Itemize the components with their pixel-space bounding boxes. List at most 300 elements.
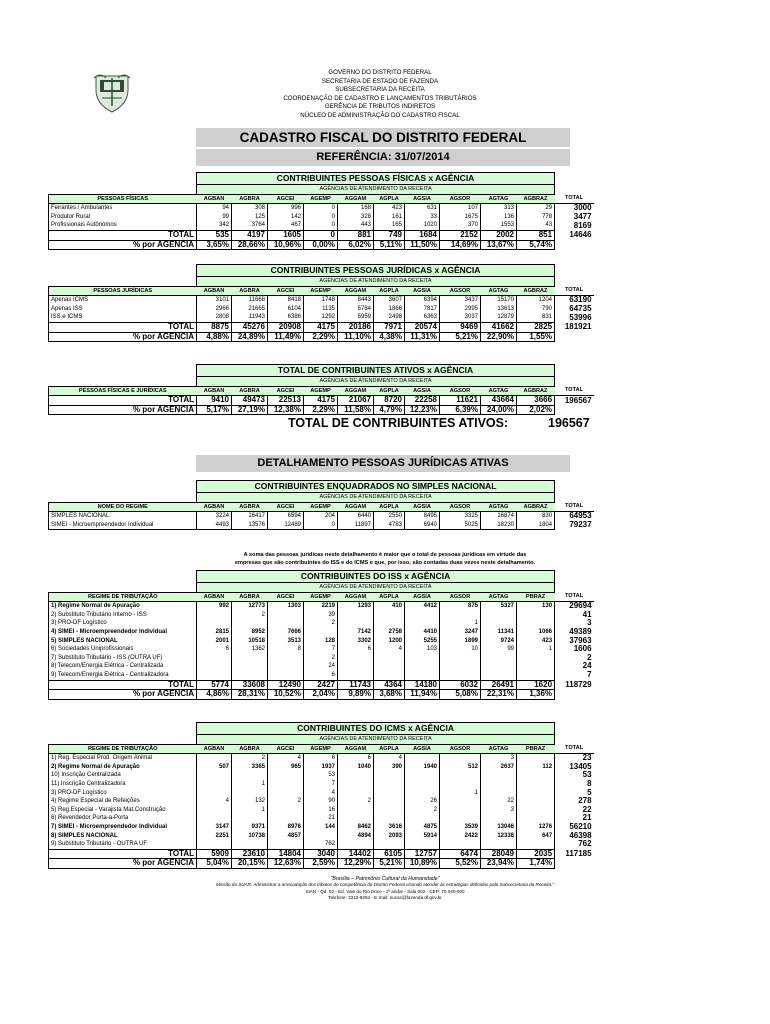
header-line: SUBSECRETARIA DA RECEITA xyxy=(335,86,425,94)
total-cell: 851 xyxy=(517,230,555,240)
percent-label: % por AGÊNCIA xyxy=(49,332,197,342)
column-header: AGTAG xyxy=(481,592,517,602)
table-cell xyxy=(338,654,374,663)
table-cell xyxy=(232,671,268,680)
simples-table xyxy=(48,480,594,530)
column-header: AGEMP xyxy=(304,744,338,754)
table-row xyxy=(49,797,594,806)
percent-cell: 5,74% xyxy=(517,240,555,250)
table-cell: 2219 xyxy=(304,602,338,611)
pf-table xyxy=(48,172,594,250)
table-row xyxy=(49,637,594,646)
agencies-row xyxy=(49,735,594,745)
table-cell xyxy=(440,754,481,763)
percent-cell: 5,17% xyxy=(197,405,232,415)
table-cell xyxy=(374,789,405,798)
table-cell: 2550 xyxy=(374,512,405,521)
row-total: 8169 xyxy=(573,221,592,230)
table-cell xyxy=(338,771,374,780)
percent-cell: 22,31% xyxy=(481,690,517,700)
table-cell xyxy=(481,840,517,849)
table-cell: 1748 xyxy=(304,296,338,305)
total-cell: 33608 xyxy=(232,680,268,690)
column-header: AGSIA xyxy=(405,502,440,512)
row-header: REGIME DE TRIBUTAÇÃO xyxy=(49,592,197,602)
percent-cell: 22,90% xyxy=(481,332,517,342)
table-cell: 2 xyxy=(232,611,268,620)
table-row xyxy=(49,789,594,798)
percent-cell: 24,00% xyxy=(481,405,517,415)
table-cell: 1 xyxy=(517,645,555,654)
table-cell xyxy=(481,780,517,789)
section-title-row xyxy=(49,723,594,735)
agencies-label: AGÊNCIAS DE ATENDIMENTO DA RECEITA xyxy=(197,185,555,195)
table-cell xyxy=(232,789,268,798)
table-cell xyxy=(481,789,517,798)
table-cell xyxy=(338,611,374,620)
percent-cell: 11,49% xyxy=(268,332,304,342)
table-row xyxy=(49,611,594,620)
total-cell: 3040 xyxy=(304,849,338,859)
percent-cell: 0,00% xyxy=(304,240,338,250)
table-cell: 1899 xyxy=(440,637,481,646)
table-cell: 410 xyxy=(374,602,405,611)
percent-row xyxy=(49,405,594,415)
table-cell: 90 xyxy=(304,797,338,806)
percent-cell: 28,31% xyxy=(232,690,268,700)
table-cell: 7142 xyxy=(338,628,374,637)
iss-table xyxy=(48,570,594,700)
table-cell: 4875 xyxy=(405,823,440,832)
total-cell: 2825 xyxy=(517,322,555,332)
percent-row xyxy=(49,240,594,250)
total-row xyxy=(49,230,594,240)
table-cell: 144 xyxy=(304,823,338,832)
table-cell: 2001 xyxy=(197,637,232,646)
row-label: 6) Sociedades Uniprofissionais xyxy=(49,645,197,654)
table-cell xyxy=(197,806,232,815)
table-cell xyxy=(197,619,232,628)
table-cell: 3325 xyxy=(440,512,481,521)
table-cell: 12338 xyxy=(481,832,517,841)
table-cell: 13613 xyxy=(481,305,517,314)
total-cell: 7971 xyxy=(374,322,405,332)
column-header-row xyxy=(49,286,594,296)
table-cell: 4 xyxy=(374,754,405,763)
total-cell: 20574 xyxy=(405,322,440,332)
table-cell: 4412 xyxy=(405,602,440,611)
column-header-total: TOTAL xyxy=(555,502,594,512)
column-header: AGTAG xyxy=(481,502,517,512)
column-header: AGBRAZ xyxy=(517,386,555,396)
percent-cell: 12,38% xyxy=(268,405,304,415)
percent-label: % por AGÊNCIA xyxy=(49,405,197,415)
table-row xyxy=(49,823,594,832)
table-cell xyxy=(405,671,440,680)
row-total: 64735 xyxy=(569,304,592,313)
table-cell: 1553 xyxy=(481,221,517,230)
footer-contact: Telefone: 3312-8284 - E-mail: nucac@fazenda.df.gov.br xyxy=(328,895,442,901)
percent-cell: 3,65% xyxy=(197,240,232,250)
column-header: AGSOR xyxy=(440,286,481,296)
table-cell xyxy=(374,806,405,815)
row-total: 53996 xyxy=(569,313,592,322)
table-row xyxy=(49,213,594,222)
section-title: CONTRIBUINTES DO ISS x AGÊNCIA xyxy=(197,571,555,583)
column-header: AGCEI xyxy=(268,502,304,512)
total-cell: 43664 xyxy=(481,396,517,406)
table-cell xyxy=(481,611,517,620)
column-header: AGBAN xyxy=(197,286,232,296)
column-header: AGSOR xyxy=(440,194,481,204)
table-cell: 308 xyxy=(232,204,268,213)
percent-cell: 6,02% xyxy=(338,240,374,250)
table-cell: 94 xyxy=(197,204,232,213)
total-cell: 749 xyxy=(374,230,405,240)
table-cell xyxy=(440,814,481,823)
table-cell: 0 xyxy=(304,221,338,230)
row-label: 11) Inscrição Centralizadora xyxy=(49,780,197,789)
column-header: AGTAG xyxy=(481,386,517,396)
table-cell: 4857 xyxy=(268,832,304,841)
grand-total: 14646 xyxy=(569,230,592,240)
table-cell xyxy=(374,771,405,780)
table-cell: 3539 xyxy=(440,823,481,832)
percent-row xyxy=(49,859,594,869)
row-total: 29694 xyxy=(569,601,592,611)
row-total: 46398 xyxy=(569,831,592,840)
table-cell: 21 xyxy=(304,814,338,823)
column-header-row xyxy=(49,502,594,512)
table-cell: 965 xyxy=(268,763,304,772)
column-header: AGBAN xyxy=(197,502,232,512)
table-cell xyxy=(440,662,481,671)
table-cell xyxy=(440,771,481,780)
table-cell: 16417 xyxy=(232,512,268,521)
column-header: AGCEI xyxy=(268,386,304,396)
total-cell: 9410 xyxy=(197,396,232,406)
total-label: TOTAL xyxy=(49,396,197,406)
table-row xyxy=(49,313,594,322)
row-label: 10) Inscrição Centralizada xyxy=(49,771,197,780)
table-row xyxy=(49,754,594,763)
percent-cell: 13,67% xyxy=(481,240,517,250)
table-cell xyxy=(197,671,232,680)
column-header: AGBRA xyxy=(232,286,268,296)
table-cell: 8 xyxy=(268,645,304,654)
table-cell: 1 xyxy=(232,806,268,815)
column-header: AGSIA xyxy=(405,194,440,204)
table-cell: 0 xyxy=(304,213,338,222)
table-cell: 53 xyxy=(304,771,338,780)
table-cell: 8976 xyxy=(268,823,304,832)
row-label: 2) Substituto Tributário Interno - ISS xyxy=(49,611,197,620)
table-cell: 29 xyxy=(517,204,555,213)
total-cell: 11621 xyxy=(440,396,481,406)
percent-cell: 11,58% xyxy=(338,405,374,415)
coat-of-arms-icon xyxy=(92,68,132,114)
total-cell: 8720 xyxy=(374,396,405,406)
row-label: 3) PRO-DF Logístico xyxy=(49,619,197,628)
column-header: AGTAG xyxy=(481,194,517,204)
icms-table xyxy=(48,722,594,869)
table-cell: 7666 xyxy=(268,628,304,637)
agencies-label: AGÊNCIAS DE ATENDIMENTO DA RECEITA xyxy=(197,277,555,287)
table-cell xyxy=(517,806,555,815)
percent-cell: 12,23% xyxy=(405,405,440,415)
row-label: 8) Telecom/Energia Elétrica - Centralizada xyxy=(49,662,197,671)
table-cell xyxy=(517,754,555,763)
table-cell xyxy=(374,814,405,823)
total-ativos-value: 196567 xyxy=(548,416,590,430)
table-cell: 1 xyxy=(440,619,481,628)
table-cell xyxy=(405,611,440,620)
table-cell xyxy=(197,654,232,663)
row-total: 2 xyxy=(587,653,592,662)
table-cell: 3513 xyxy=(268,637,304,646)
percent-row xyxy=(49,690,594,700)
percent-cell: 4,79% xyxy=(374,405,405,415)
header-line: NÚCLEO DE ADMINISTRAÇÃO DO CADASTRO FISCAL xyxy=(300,111,460,119)
row-label: 1) Reg. Especial Prod. Origem Animal xyxy=(49,754,197,763)
total-cell: 14804 xyxy=(268,849,304,859)
table-cell: 18230 xyxy=(481,521,517,530)
total-label: TOTAL xyxy=(49,230,197,240)
table-cell: 313 xyxy=(481,204,517,213)
row-label: Produtor Rural xyxy=(49,213,197,222)
table-cell: 2093 xyxy=(374,832,405,841)
row-total: 8 xyxy=(587,779,592,789)
table-cell: 8495 xyxy=(405,512,440,521)
table-cell: 5327 xyxy=(481,602,517,611)
table-cell xyxy=(197,754,232,763)
section-title-row xyxy=(49,481,594,493)
table-cell: 2758 xyxy=(374,628,405,637)
table-cell xyxy=(405,754,440,763)
table-cell xyxy=(338,662,374,671)
total-row xyxy=(49,322,594,332)
section-title-row xyxy=(49,265,594,277)
table-cell xyxy=(338,789,374,798)
column-header: AGSOR xyxy=(440,592,481,602)
table-cell xyxy=(338,840,374,849)
table-cell: 8418 xyxy=(268,296,304,305)
table-cell: 21665 xyxy=(232,305,268,314)
total-cell: 2035 xyxy=(517,849,555,859)
table-cell: 2 xyxy=(304,654,338,663)
percent-cell: 2,02% xyxy=(517,405,555,415)
total-ativos-label: TOTAL DE CONTRIBUINTES ATIVOS: xyxy=(288,416,509,430)
row-label: Apenas ICMS xyxy=(49,296,197,305)
table-cell: 0 xyxy=(304,204,338,213)
table-cell xyxy=(517,619,555,628)
row-header: PESSOAS FÍSICAS E JURÍDICAS xyxy=(49,386,197,396)
table-cell: 12773 xyxy=(232,602,268,611)
table-cell xyxy=(440,840,481,849)
agencies-row xyxy=(49,185,594,195)
column-header: AGCEI xyxy=(268,286,304,296)
table-cell: 10518 xyxy=(232,637,268,646)
table-cell: 103 xyxy=(405,645,440,654)
row-label: 5) Reg.Especial - Varajista Mat.Construção xyxy=(49,806,197,815)
table-cell: 24 xyxy=(304,662,338,671)
percent-cell: 2,29% xyxy=(304,405,338,415)
table-cell: 631 xyxy=(405,204,440,213)
explanatory-note xyxy=(150,552,620,567)
table-cell: 1200 xyxy=(374,637,405,646)
grand-total: 118729 xyxy=(565,680,592,689)
column-header-row xyxy=(49,744,594,754)
grand-total: 117185 xyxy=(565,849,592,858)
table-cell: 2422 xyxy=(440,832,481,841)
table-cell: 4493 xyxy=(197,521,232,530)
table-cell: 1 xyxy=(440,789,481,798)
table-cell xyxy=(268,619,304,628)
row-label: 4) Regime Especial de Refeições xyxy=(49,797,197,806)
table-row xyxy=(49,221,594,230)
table-cell: 8443 xyxy=(338,296,374,305)
table-cell: 3302 xyxy=(338,637,374,646)
footer xyxy=(150,876,620,902)
table-cell xyxy=(405,814,440,823)
table-cell xyxy=(405,789,440,798)
row-label: 5) SIMPLES NACIONAL xyxy=(49,637,197,646)
document-title: CADASTRO FISCAL DO DISTRITO FEDERAL xyxy=(196,128,570,147)
section-title-row xyxy=(49,365,594,377)
percent-label: % por AGÊNCIA xyxy=(49,690,197,700)
table-cell xyxy=(268,662,304,671)
table-cell: 830 xyxy=(517,512,555,521)
table-cell: 831 xyxy=(517,313,555,322)
table-cell: 423 xyxy=(517,637,555,646)
total-cell: 12490 xyxy=(268,680,304,690)
table-cell: 6 xyxy=(338,645,374,654)
agencies-label: AGÊNCIAS DE ATENDIMENTO DA RECEITA xyxy=(197,583,555,593)
row-header: PESSOAS JURÍDICAS xyxy=(49,286,197,296)
table-cell xyxy=(338,806,374,815)
table-cell: 4783 xyxy=(374,521,405,530)
table-cell: 6 xyxy=(197,645,232,654)
total-cell: 0 xyxy=(304,230,338,240)
section-title: CONTRIBUINTES PESSOAS JURÍDICAS x AGÊNCIA xyxy=(197,265,555,277)
table-cell xyxy=(405,780,440,789)
header-line: GERÊNCIA DE TRIBUTOS INDIRETOS xyxy=(324,103,436,111)
percent-cell: 5,11% xyxy=(374,240,405,250)
column-header: AGEMP xyxy=(304,592,338,602)
institution-header xyxy=(230,69,530,121)
total-row xyxy=(49,680,594,690)
percent-label: % por AGÊNCIA xyxy=(49,240,197,250)
total-label: TOTAL xyxy=(49,680,197,690)
table-cell xyxy=(232,654,268,663)
row-label: SIMEI - Microempreendedor Individual xyxy=(49,521,197,530)
column-header: AGGAM xyxy=(338,194,374,204)
column-header: AGGAM xyxy=(338,286,374,296)
table-cell: 107 xyxy=(440,204,481,213)
table-cell: 875 xyxy=(440,602,481,611)
table-row xyxy=(49,771,594,780)
table-cell: 6394 xyxy=(405,296,440,305)
table-cell: 1293 xyxy=(338,602,374,611)
grand-total: 196567 xyxy=(564,395,592,405)
row-label: 9) Telecom/Energia Elétrica - Centralizadora xyxy=(49,671,197,680)
table-cell: 443 xyxy=(338,221,374,230)
table-row xyxy=(49,628,594,637)
table-cell: 2 xyxy=(232,754,268,763)
table-cell: 1204 xyxy=(517,296,555,305)
table-cell xyxy=(304,628,338,637)
agencies-label: AGÊNCIAS DE ATENDIMENTO DA RECEITA xyxy=(197,493,555,503)
percent-cell: 10,89% xyxy=(405,859,440,869)
column-header: AGTAG xyxy=(481,744,517,754)
table-cell: 16 xyxy=(304,806,338,815)
note-line: A soma das pessoas jurídicas neste detalhamento é maior que o total de pessoas jurídicas em virtude das xyxy=(243,552,527,558)
row-total: 56210 xyxy=(569,822,592,832)
table-cell xyxy=(481,619,517,628)
percent-cell: 4,88% xyxy=(197,332,232,342)
column-header: PBRAZ xyxy=(517,744,555,754)
total-cell: 1684 xyxy=(405,230,440,240)
table-cell: 3224 xyxy=(197,512,232,521)
total-cell: 45276 xyxy=(232,322,268,332)
total-cell: 26491 xyxy=(481,680,517,690)
table-cell xyxy=(197,662,232,671)
column-header-row xyxy=(49,592,594,602)
table-cell: 390 xyxy=(374,763,405,772)
table-cell: 3 xyxy=(481,806,517,815)
table-cell: 3616 xyxy=(374,823,405,832)
column-header: AGGAM xyxy=(338,592,374,602)
total-cell: 12757 xyxy=(405,849,440,859)
table-cell: 5959 xyxy=(338,313,374,322)
agencies-label: AGÊNCIAS DE ATENDIMENTO DA RECEITA xyxy=(197,735,555,745)
table-cell: 6940 xyxy=(405,521,440,530)
column-header: AGBRAZ xyxy=(517,194,555,204)
table-cell: 136 xyxy=(481,213,517,222)
table-cell: 1866 xyxy=(374,305,405,314)
table-cell: 11897 xyxy=(338,521,374,530)
column-header: AGGAM xyxy=(338,502,374,512)
table-cell xyxy=(481,662,517,671)
column-header: AGEMP xyxy=(304,286,338,296)
table-cell: 4410 xyxy=(405,628,440,637)
table-cell: 328 xyxy=(338,213,374,222)
table-cell xyxy=(268,780,304,789)
table-row xyxy=(49,521,594,530)
table-cell xyxy=(517,814,555,823)
table-cell xyxy=(517,654,555,663)
row-label: 6) Revendedor Porta-a-Porta xyxy=(49,814,197,823)
table-cell: 3764 xyxy=(232,221,268,230)
table-row xyxy=(49,832,594,841)
total-cell: 20186 xyxy=(338,322,374,332)
percent-cell: 2,29% xyxy=(304,332,338,342)
row-label: ISS e ICMS xyxy=(49,313,197,322)
percent-cell: 5,21% xyxy=(374,859,405,869)
total-cell: 8875 xyxy=(197,322,232,332)
table-cell: 3365 xyxy=(232,763,268,772)
note-line: empresas que são contribuintes do ISS e do ICMS e que, por isso, são contadas duas vezes neste detalhamento. xyxy=(234,559,536,566)
table-cell: 8952 xyxy=(232,628,268,637)
table-row xyxy=(49,763,594,772)
table-cell xyxy=(338,780,374,789)
table-cell: 8462 xyxy=(338,823,374,832)
column-header: AGPLA xyxy=(374,502,405,512)
table-cell: 647 xyxy=(517,832,555,841)
column-header-total: TOTAL xyxy=(555,744,594,754)
footer-mission: Missão da SUAR: Administrar a arrecadação dos tributos de competência do Distrito Federal visando atender às estratégias definidas pela Subsecretaria da Receita." xyxy=(215,882,554,888)
total-cell: 2427 xyxy=(304,680,338,690)
